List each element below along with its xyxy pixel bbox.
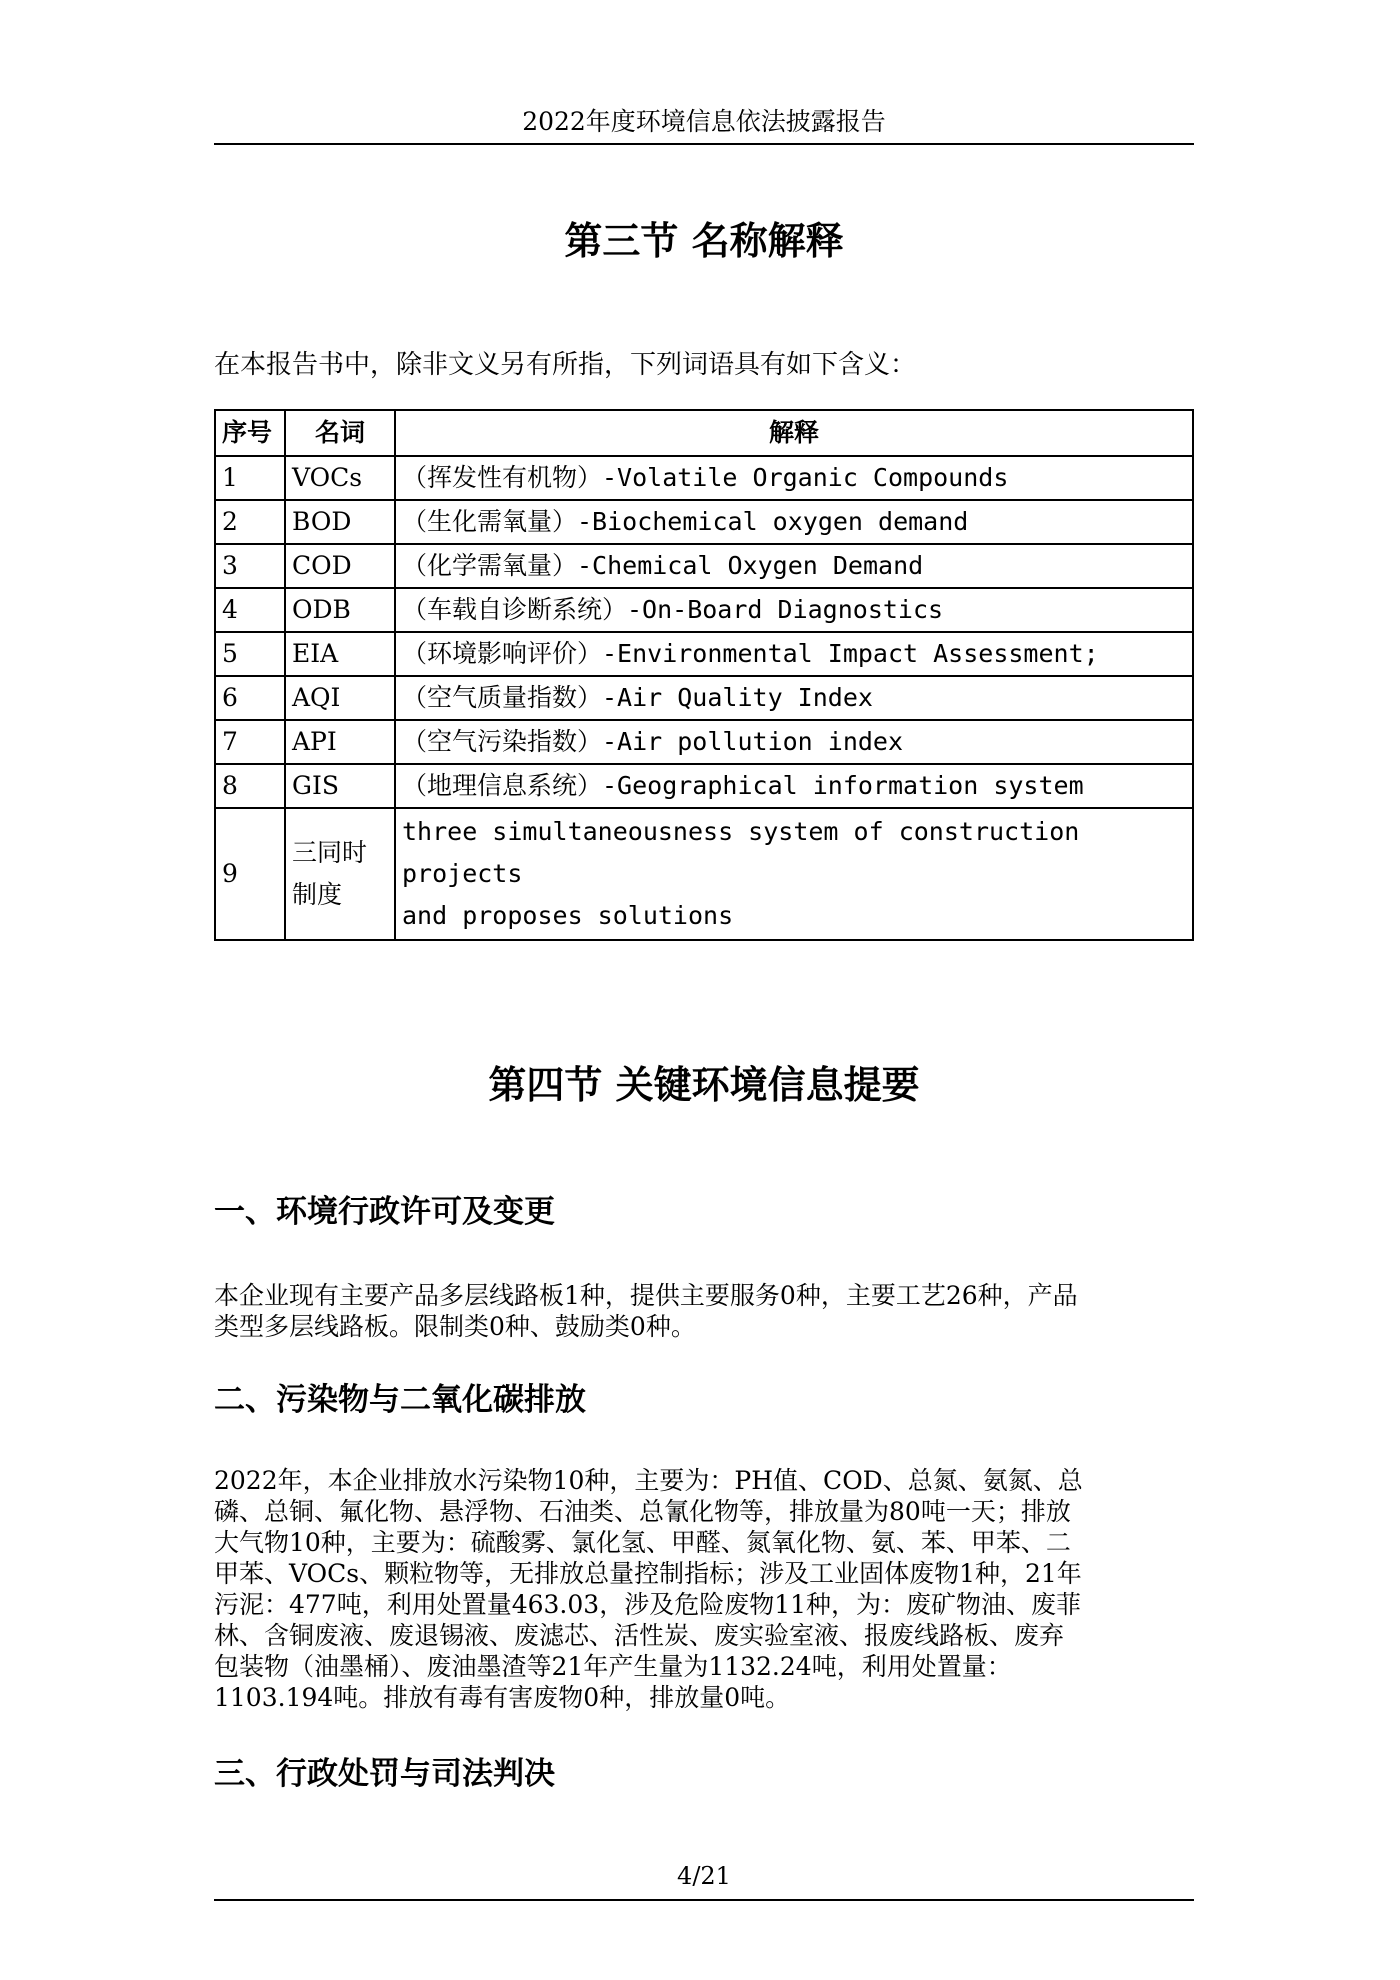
section-3-intro: 在本报告书中，除非文义另有所指，下列词语具有如下含义：	[214, 350, 917, 380]
row-number: 3	[215, 544, 285, 588]
row-description: （车载自诊断系统）-On-Board Diagnostics	[395, 588, 1193, 632]
paragraph-line: 污泥：477吨，利用处置量463.03，涉及危险废物11种，为：废矿物油、废菲	[214, 1590, 1082, 1619]
row-number: 7	[215, 720, 285, 764]
row-description: （空气质量指数）-Air Quality Index	[395, 676, 1193, 720]
row-term: EIA	[285, 632, 395, 676]
paragraph-line: 林、含铜废液、废退锡液、废滤芯、活性炭、废实验室液、报废线路板、废弃	[214, 1621, 1065, 1650]
row-description	[395, 808, 1193, 940]
row-description: （环境影响评价）-Environmental Impact Assessment;	[395, 632, 1193, 676]
row-description-line: and proposes solutions	[402, 901, 734, 930]
column-header-term: 名词	[285, 410, 395, 456]
subsection-2-paragraph	[214, 1465, 1194, 1713]
footer-divider	[214, 1899, 1194, 1901]
header-divider	[214, 143, 1194, 145]
row-description: （空气污染指数）-Air pollution index	[395, 720, 1193, 764]
glossary-header-row	[215, 410, 1193, 456]
table-row-8	[215, 764, 1193, 808]
glossary-body	[215, 456, 1193, 940]
column-header-no: 序号	[215, 410, 285, 456]
row-description: （挥发性有机物）-Volatile Organic Compounds	[395, 456, 1193, 500]
paragraph-line: 1103.194吨。排放有毒有害废物0种，排放量0吨。	[214, 1683, 791, 1712]
row-number: 1	[215, 456, 285, 500]
column-header-desc: 解释	[395, 410, 1193, 456]
table-row-6	[215, 676, 1193, 720]
row-number: 4	[215, 588, 285, 632]
row-term: BOD	[285, 500, 395, 544]
row-description: （生化需氧量）-Biochemical oxygen demand	[395, 500, 1193, 544]
subsection-1-heading: 一、环境行政许可及变更	[214, 1194, 555, 1230]
row-term: GIS	[285, 764, 395, 808]
paragraph-line: 2022年，本企业排放水污染物10种，主要为：PH值、COD、总氮、氨氮、总	[214, 1466, 1083, 1495]
row-number: 2	[215, 500, 285, 544]
paragraph-line: 类型多层线路板。限制类0种、鼓励类0种。	[214, 1312, 696, 1341]
paragraph-line: 本企业现有主要产品多层线路板1种，提供主要服务0种，主要工艺26种，产品	[214, 1281, 1078, 1310]
paragraph-line: 大气物10种，主要为：硫酸雾、氯化氢、甲醛、氮氧化物、氨、苯、甲苯、二	[214, 1528, 1071, 1557]
row-term: VOCs	[285, 456, 395, 500]
row-term: API	[285, 720, 395, 764]
page-header-title: 2022年度环境信息依法披露报告	[522, 107, 886, 136]
row-description: （地理信息系统）-Geographical information system	[395, 764, 1193, 808]
paragraph-line: 磷、总铜、氟化物、悬浮物、石油类、总氰化物等，排放量为80吨一天；排放	[214, 1497, 1071, 1526]
row-number: 5	[215, 632, 285, 676]
subsection-1-paragraph	[214, 1280, 1194, 1342]
table-row-3	[215, 544, 1193, 588]
table-row-4	[215, 588, 1193, 632]
row-number: 9	[215, 808, 285, 940]
table-row-7	[215, 720, 1193, 764]
row-description-line: three simultaneousness system of construction projects	[402, 817, 1080, 888]
row-number: 6	[215, 676, 285, 720]
row-term-line: 制度	[292, 880, 343, 909]
paragraph-line: 甲苯、VOCs、颗粒物等，无排放总量控制指标；涉及工业固体废物1种，21年	[214, 1559, 1082, 1588]
section-3-title: 第三节 名称解释	[564, 219, 844, 263]
table-row-5	[215, 632, 1193, 676]
page-number: 4/21	[677, 1862, 731, 1890]
table-row-2	[215, 500, 1193, 544]
section-4-title: 第四节 关键环境信息提要	[488, 1063, 920, 1107]
row-term: AQI	[285, 676, 395, 720]
row-number: 8	[215, 764, 285, 808]
table-row-1	[215, 456, 1193, 500]
row-term	[285, 808, 395, 940]
paragraph-line: 包装物（油墨桶）、废油墨渣等21年产生量为1132.24吨，利用处置量：	[214, 1652, 1012, 1681]
subsection-3-heading: 三、行政处罚与司法判决	[214, 1756, 555, 1792]
row-term: ODB	[285, 588, 395, 632]
row-term-line: 三同时	[292, 838, 368, 867]
row-term: COD	[285, 544, 395, 588]
table-row-9	[215, 808, 1193, 940]
glossary-table	[214, 409, 1194, 941]
subsection-2-heading: 二、污染物与二氧化碳排放	[214, 1382, 586, 1418]
row-description: （化学需氧量）-Chemical Oxygen Demand	[395, 544, 1193, 588]
